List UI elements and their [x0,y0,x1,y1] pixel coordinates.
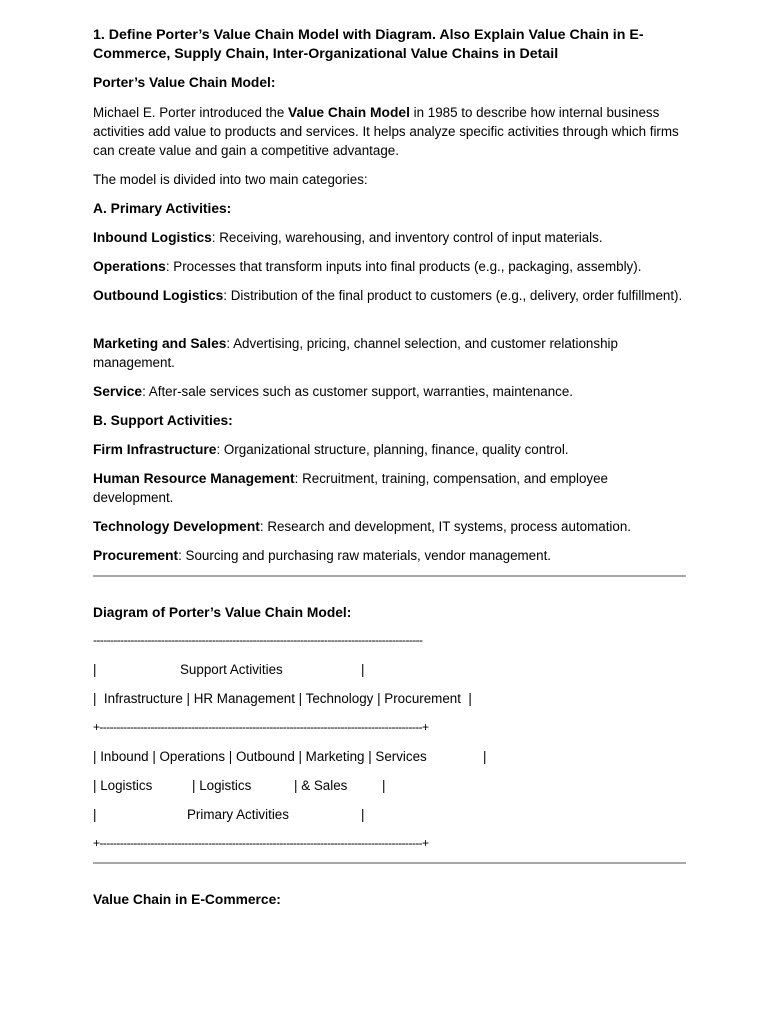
document-title: 1. Define Porter’s Value Chain Model with Diagram. Also Explain Value Chain in E-Commerce, Supply Chain, Inter-Organizational Value Chains in Detail [93,27,644,62]
intro-text-post: in 1985 to describe how internal business activities add value to products and services. It helps analyze specific activities through which firms can create value and gain a competitive advantage. [93,105,679,158]
diagram-pipe: | [361,807,365,822]
support-desc: : Sourcing and purchasing raw materials, vendor management. [178,548,552,563]
intro-paragraph [93,103,683,160]
horizontal-rule [93,575,686,577]
support-term: Procurement [93,548,179,563]
support-desc: : Organizational structure, planning, finance, quality control. [216,442,569,457]
section-heading-porter: Porter’s Value Chain Model: [93,75,276,90]
primary-heading: A. Primary Activities: [93,201,232,216]
primary-desc: : Distribution of the final product to customers (e.g., delivery, order fulfillment). [223,288,683,303]
support-heading: B. Support Activities: [93,413,233,428]
support-term: Firm Infrastructure [93,442,217,457]
primary-desc: : After-sale services such as customer support, warranties, maintenance. [142,384,574,399]
diagram-primary-row-2-logistics-b: | Logistics [192,778,252,793]
support-term: Human Resource Management [93,471,295,486]
primary-item-outbound [93,286,683,305]
diagram-primary-row-1: | Inbound | Operations | Outbound | Marketing | Services [93,749,427,764]
primary-item-operations [93,257,641,276]
support-desc: : Research and development, IT systems, process automation. [259,519,632,534]
diagram-primary-row-2-sales: | & Sales [294,778,348,793]
ecommerce-heading: Value Chain in E-Commerce: [93,892,281,907]
support-term: Technology Development [93,519,260,534]
diagram-heading: Diagram of Porter’s Value Chain Model: [93,605,352,620]
primary-item-inbound [93,228,603,247]
primary-term: Service [93,384,143,399]
primary-item-marketing [93,334,683,372]
diagram-pipe: | [483,749,487,764]
primary-desc: : Advertising, pricing, channel selection, and customer relationship management. [93,336,618,370]
diagram-mid-border: +-----------------------------------------------------------------------------------------------+ [93,720,429,734]
diagram-pipe: | [93,807,97,822]
diagram-pipe: | [93,662,97,677]
primary-desc: : Receiving, warehousing, and inventory control of input materials. [211,230,603,245]
divided-text: The model is divided into two main categories: [93,172,368,187]
support-item-infrastructure [93,440,569,459]
support-item-procurement [93,546,551,565]
diagram-primary-label: Primary Activities [187,807,289,822]
primary-term: Outbound Logistics [93,288,224,303]
primary-term: Marketing and Sales [93,336,227,351]
primary-term: Operations [93,259,166,274]
intro-text-pre: Michael E. Porter introduced the [93,105,289,120]
diagram-top-border: ------------------------------------------------------------------------------------------------- [93,633,423,647]
diagram-pipe: | [382,778,386,793]
support-item-technology [93,517,631,536]
primary-term: Inbound Logistics [93,230,212,245]
primary-desc: : Processes that transform inputs into final products (e.g., packaging, assembly). [165,259,642,274]
support-desc: : Recruitment, training, compensation, and employee development. [93,471,608,505]
horizontal-rule [93,862,686,864]
diagram-primary-row-2-logistics-a: | Logistics [93,778,153,793]
diagram-pipe: | [361,662,365,677]
diagram-support-row: | Infrastructure | HR Management | Technology | Procurement | [93,691,472,706]
diagram-support-label: Support Activities [180,662,283,677]
intro-text-bold: Value Chain Model [288,105,410,120]
primary-item-service [93,382,573,401]
diagram-bottom-border: +-----------------------------------------------------------------------------------------------+ [93,836,429,850]
support-item-hrm [93,469,683,507]
